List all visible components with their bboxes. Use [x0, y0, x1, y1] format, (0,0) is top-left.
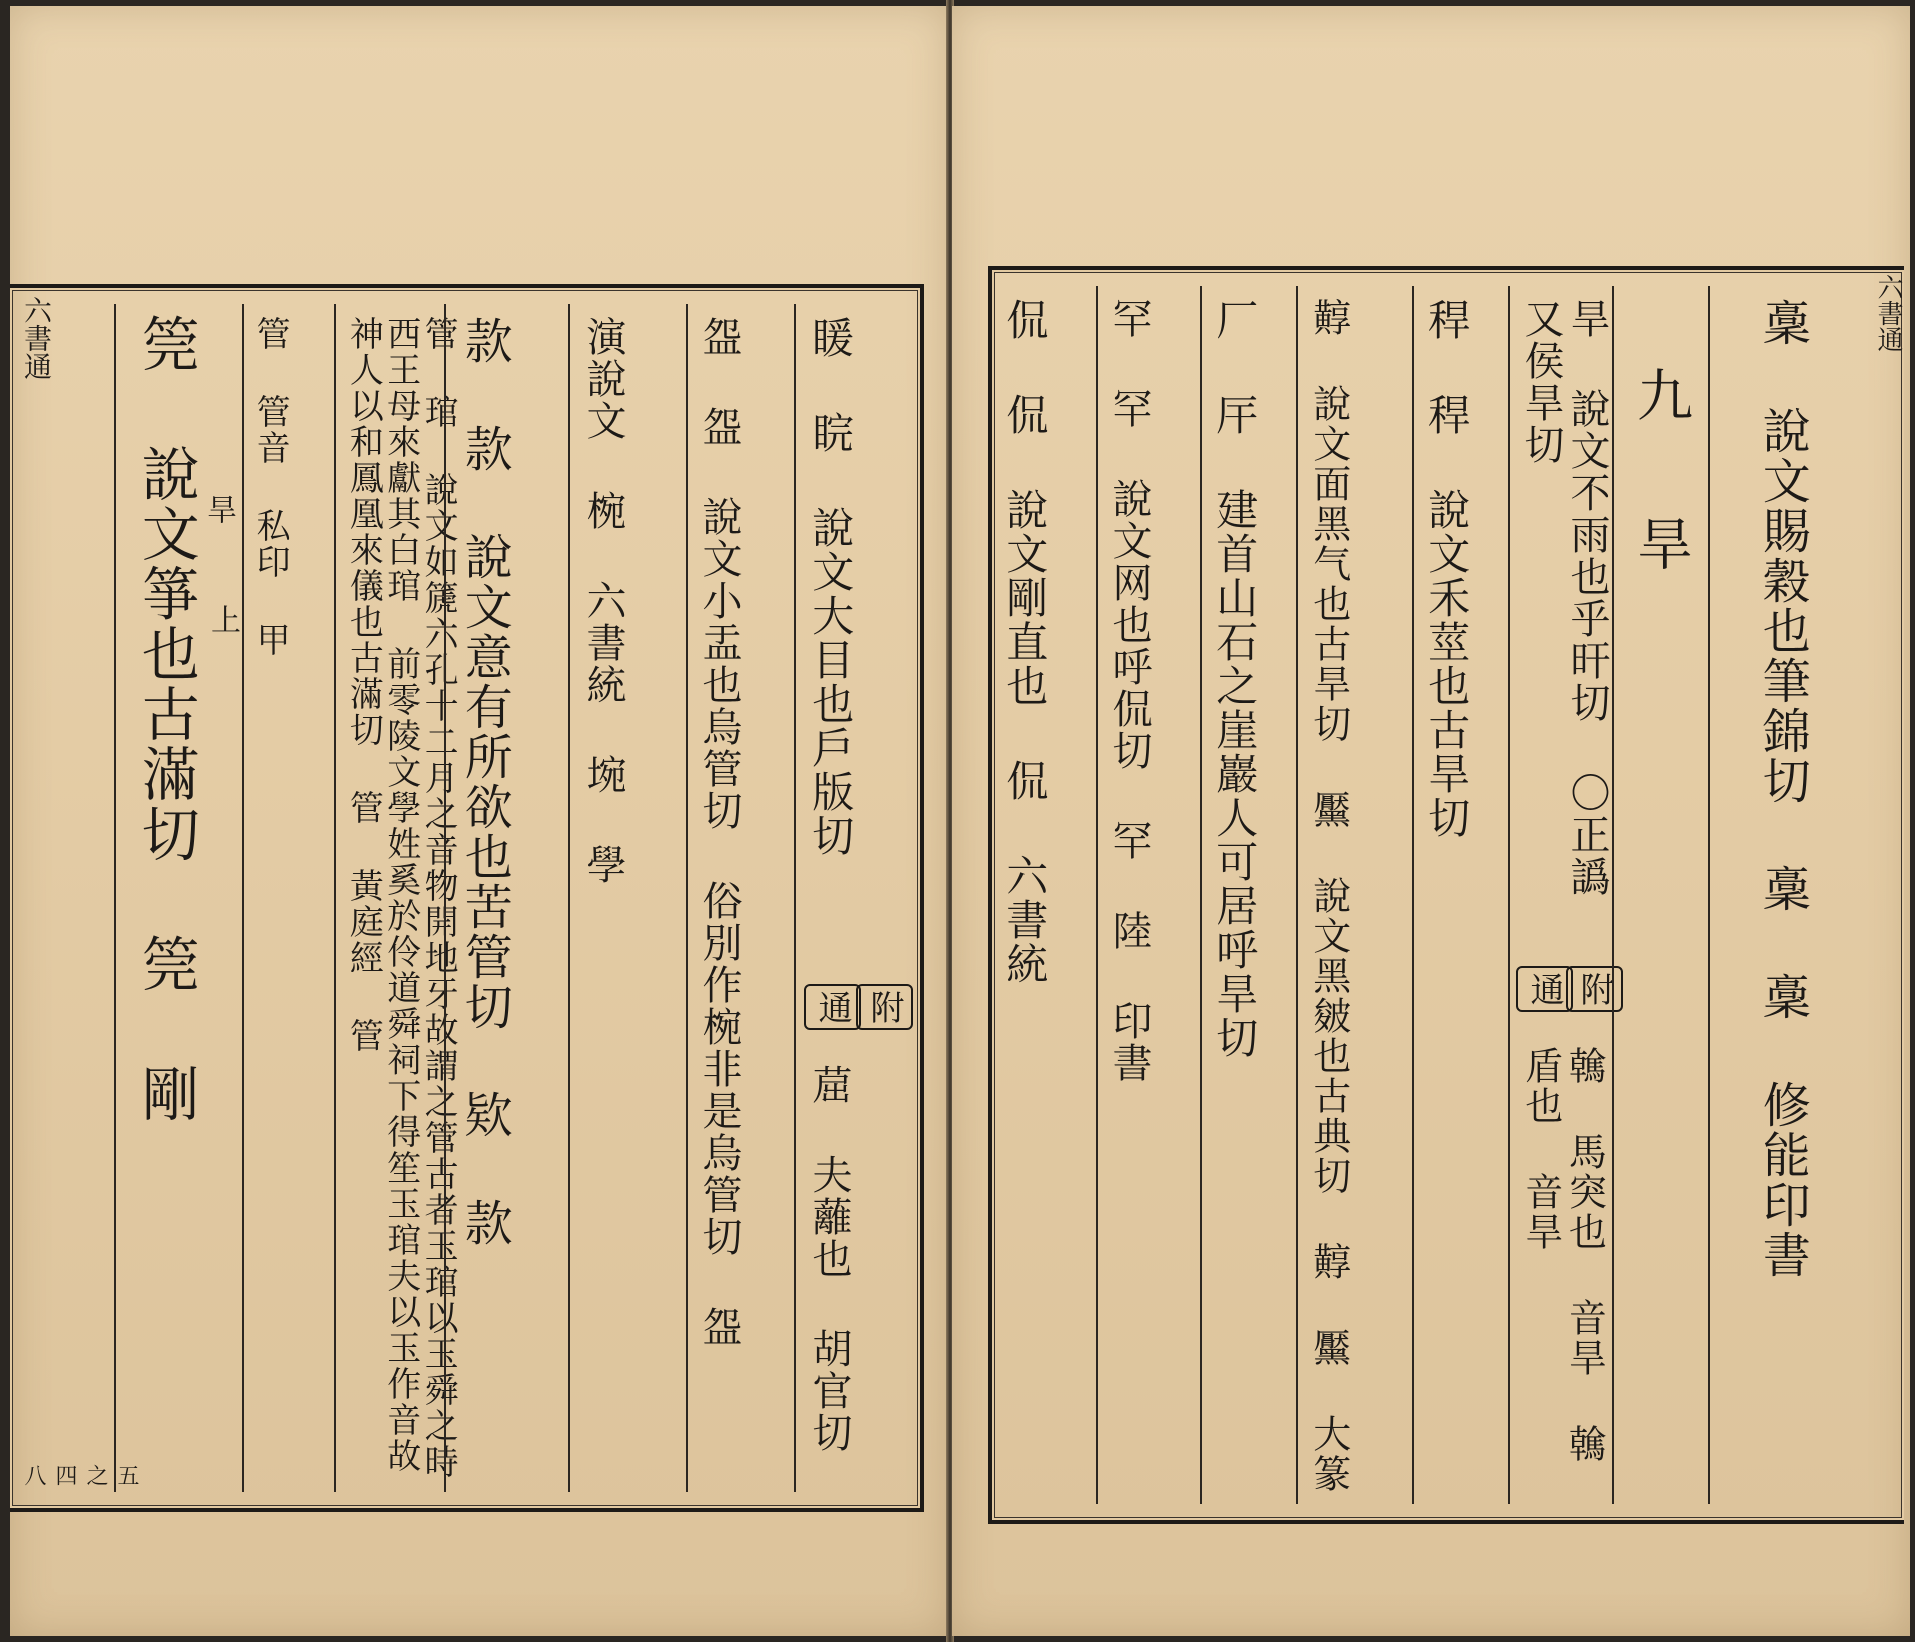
column [568, 304, 688, 1492]
column [1200, 286, 1298, 1504]
entry-䵍: 䵍 說文面黑气也古旱切 黶 說文黑皴也古典切 䵍 黶 大篆 [1306, 298, 1351, 1494]
entry-䓛: 䓛 夫蘺也 胡官切 [806, 1064, 852, 1454]
entry-九旱: 九 旱 [1628, 366, 1693, 585]
fu-label: 附 [1566, 966, 1623, 1012]
entry-厂: 厂 厈 建首山石之崖巖人可居呼旱切 [1210, 298, 1260, 1060]
entry-管-seal: 管 管音 私印 甲 [250, 316, 291, 658]
entry-旱: 旱 說文不雨也乎旰切 〇正譌又侯旱切 [1518, 298, 1610, 898]
entry-椀: 演說文 椀 六書統 埦 學 [580, 316, 626, 886]
margin-label: 上 [205, 604, 240, 634]
right-page [952, 6, 1910, 1636]
entry-管-note: 管 琯 說文如篪六孔十二月之音物開地牙故謂之管古者玉琯以玉舜之時西王母來獻其白琯 前零陵文學姓奚於伶道舜祠下得笙玉琯夫以玉作音故神人以和鳳凰來儀也古滿切 管 黃庭經 管 [343, 316, 459, 1480]
column [1612, 286, 1710, 1504]
margin-heading: 旱 [201, 494, 236, 524]
entry-稾: 稾 說文賜穀也筆錦切 稾 稾 修能印書 [1754, 298, 1811, 1280]
column [334, 304, 459, 1492]
column [114, 304, 244, 1492]
tong-label: 通 [1516, 966, 1573, 1012]
column [242, 304, 336, 1492]
column [1412, 286, 1510, 1504]
entry-款: 款 款 說文意有所欲也苦管切 欵 款 [456, 316, 513, 1248]
left-frame [10, 284, 924, 1512]
column [1296, 286, 1414, 1504]
column [1508, 286, 1614, 1504]
column [10, 296, 139, 1492]
right-frame [988, 266, 1904, 1524]
entry-䮧: 䮧 馬突也 音旱 䮧 盾也 音旱 [1518, 1046, 1607, 1464]
entry-盌: 盌 盌 說文小盂也烏管切 俗別作椀非是烏管切 盌 [696, 316, 742, 1348]
margin-title: 六書通 [20, 296, 53, 380]
left-page [10, 6, 948, 1636]
column [1708, 274, 1903, 1504]
column [992, 286, 1096, 1504]
page-number: 五之四八 [21, 1464, 139, 1486]
column [794, 304, 918, 1492]
margin-title: 六書通 [1873, 274, 1903, 352]
entry-侃: 侃 侃 說文剛直也 侃 六書統 [1000, 298, 1050, 986]
column [444, 304, 570, 1492]
fu-label: 附 [856, 984, 913, 1030]
entry-筦: 筦 說文箏也古滿切 筦 剛 [131, 314, 200, 1124]
column [1096, 286, 1202, 1504]
tong-label: 通 [804, 984, 861, 1030]
entry-稈: 稈 稈 說文禾莖也古旱切 [1422, 298, 1472, 840]
entry-䁔: 䁔 睆 說文大目也戶版切 [806, 316, 856, 858]
column [686, 304, 796, 1492]
entry-罕: 罕 罕 說文网也呼侃切 罕 陸 印書 [1106, 298, 1152, 1084]
